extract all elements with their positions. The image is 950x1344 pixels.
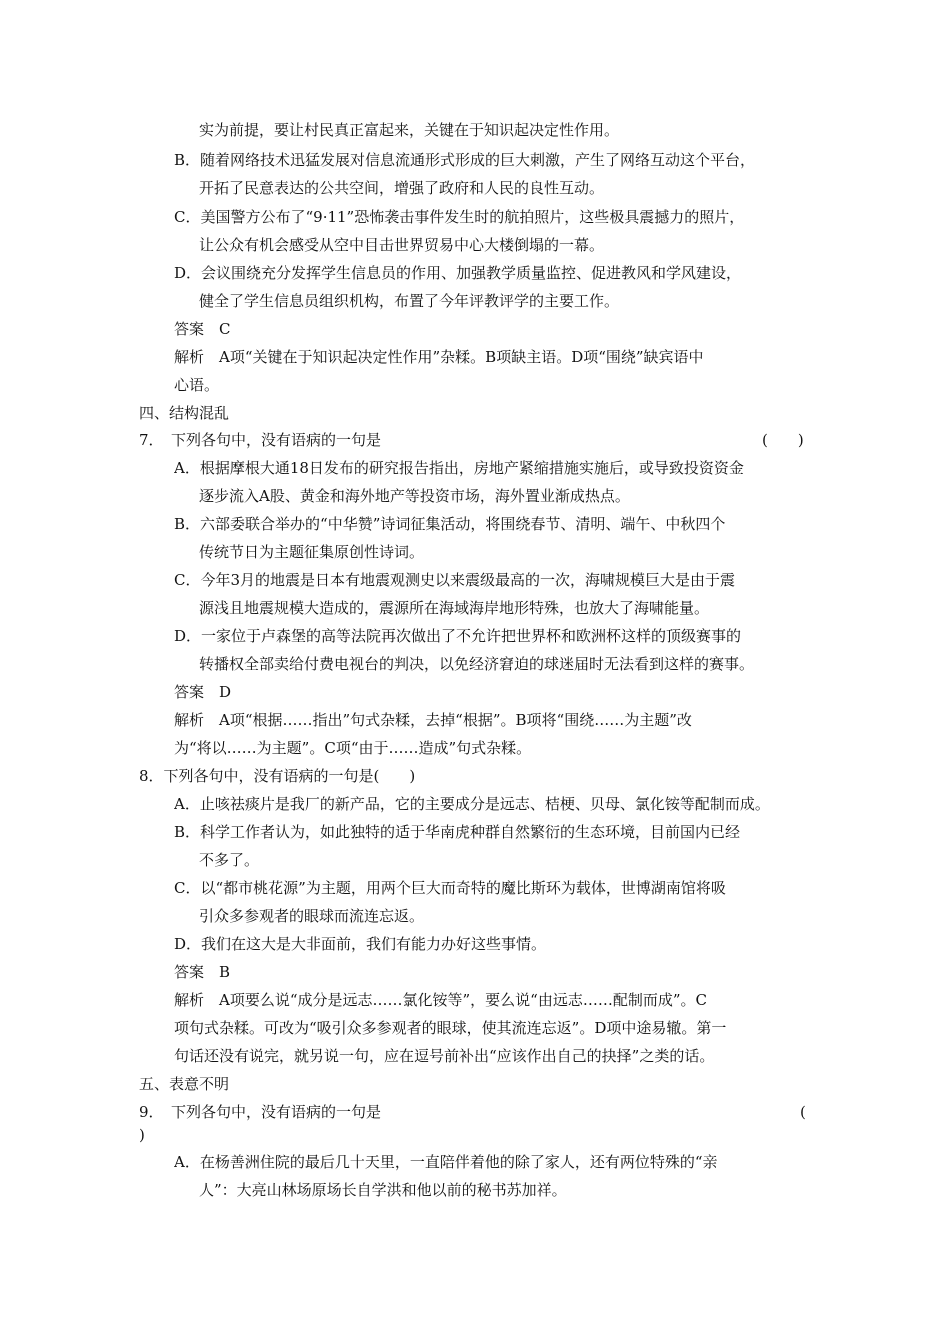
option-b: B．六部委联合举办的“中华赞”诗词征集活动，将围绕春节、清明、端午、中秋四个 [174, 515, 726, 533]
answer-blank-close: ) [139, 1126, 145, 1144]
text-line: 为“将以……为主题”。C项“由于……造成”句式杂糅。 [174, 739, 532, 757]
question-8: 8．下列各句中，没有语病的一句是( ) [139, 767, 416, 785]
text-line: 逐步流入A股、黄金和海外地产等投资市场，海外置业渐成热点。 [199, 487, 630, 505]
text-line: 健全了学生信息员组织机构，布置了今年评教评学的主要工作。 [199, 292, 620, 310]
option-b: B．科学工作者认为，如此独特的适于华南虎种群自然繁衍的生态环境，目前国内已经 [174, 823, 741, 841]
answer: 答案 B [174, 963, 231, 981]
text-line: 不多了。 [199, 851, 260, 869]
option-d: D．我们在这大是大非面前，我们有能力办好这些事情。 [174, 935, 547, 953]
section-heading: 四、结构混乱 [139, 404, 230, 422]
option-a: A．在杨善洲住院的最后几十天里，一直陪伴着他的除了家人，还有两位特殊的“亲 [174, 1153, 718, 1171]
section-heading: 五、表意不明 [139, 1075, 230, 1093]
text-line: 引众多参观者的眼球而流连忘返。 [199, 907, 425, 925]
text-line: 转播权全部卖给付费电视台的判决，以免经济窘迫的球迷届时无法看到这样的赛事。 [199, 655, 755, 673]
question-7: 7． 下列各句中，没有语病的一句是 [139, 431, 382, 449]
option-c: C．以“都市桃花源”为主题，用两个巨大而奇特的魔比斯环为载体，世博湖南馆将吸 [174, 879, 726, 897]
text-line: 传统节日为主题征集原创性诗词。 [199, 543, 425, 561]
text-line: 让公众有机会感受从空中目击世界贸易中心大楼倒塌的一幕。 [199, 236, 605, 254]
option-a: A．止咳祛痰片是我厂的新产品，它的主要成分是远志、桔梗、贝母、氯化铵等配制而成。 [174, 795, 770, 813]
answer: 答案 D [174, 683, 232, 701]
text-line: 心语。 [174, 376, 220, 394]
answer-blank: ( ) [762, 431, 804, 449]
option-a: A．根据摩根大通18日发布的研究报告指出，房地产紧缩措施实施后，或导致投资资金 [174, 459, 744, 477]
analysis: 解析 A项“关键在于知识起决定性作用”杂糅。B项缺主语。D项“围绕”缺宾语中 [174, 348, 704, 366]
option-d: D．会议围绕充分发挥学生信息员的作用、加强教学质量监控、促进教风和学风建设， [174, 264, 742, 282]
option-c: C．今年3月的地震是日本有地震观测史以来震级最高的一次，海啸规模巨大是由于震 [174, 571, 736, 589]
text-line: 实为前提，要让村民真正富起来，关键在于知识起决定性作用。 [199, 121, 620, 139]
text-line: 开拓了民意表达的公共空间，增强了政府和人民的良性互动。 [199, 179, 605, 197]
answer: 答案 C [174, 320, 231, 338]
text-line: 人”：大亮山林场原场长自学洪和他以前的秘书苏加祥。 [199, 1181, 567, 1199]
text-line: 源浅且地震规模大造成的，震源所在海域海岸地形特殊，也放大了海啸能量。 [199, 599, 710, 617]
text-line: 句话还没有说完，就另说一句，应在逗号前补出“应该作出自己的抉择”之类的话。 [174, 1047, 715, 1065]
text-line: 项句式杂糅。可改为“吸引众多参观者的眼球，使其流连忘返”。D项中途易辙。第一 [174, 1019, 727, 1037]
option-b: B．随着网络技术迅猛发展对信息流通形式形成的巨大刺激，产生了网络互动这个平台， [174, 151, 756, 169]
analysis: 解析 A项要么说“成分是远志……氯化铵等”，要么说“由远志……配制而成”。C [174, 991, 707, 1009]
question-9: 9． 下列各句中，没有语病的一句是 [139, 1103, 382, 1121]
option-d: D．一家位于卢森堡的高等法院再次做出了不允许把世界杯和欧洲杯这样的顶级赛事的 [174, 627, 742, 645]
answer-blank-open: ( [800, 1103, 806, 1121]
option-c: C．美国警方公布了“9·11”恐怖袭击事件发生时的航拍照片，这些极具震撼力的照片， [174, 208, 745, 226]
analysis: 解析 A项“根据……指出”句式杂糅，去掉“根据”。B项将“围绕……为主题”改 [174, 711, 692, 729]
